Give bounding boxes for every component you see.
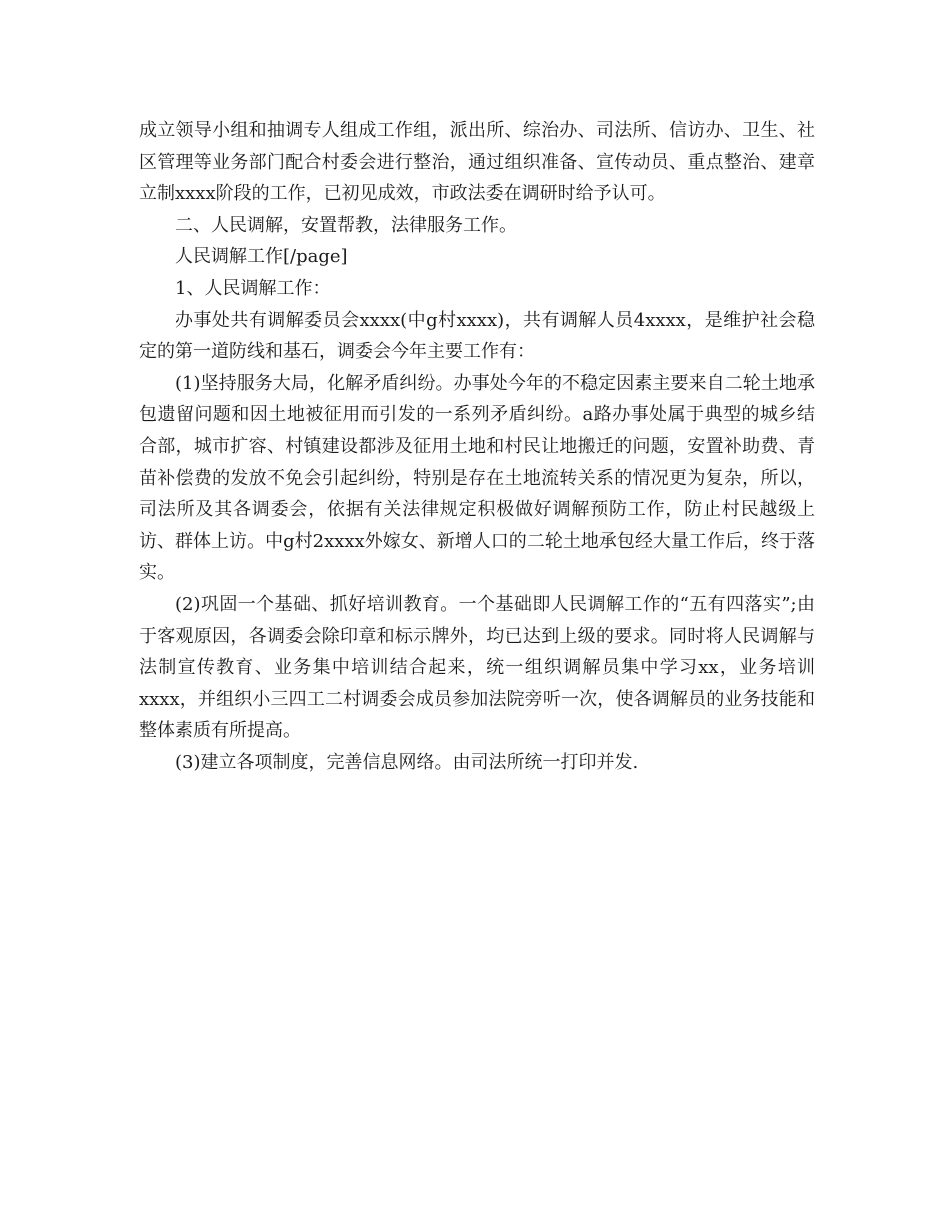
paragraph-8: (3)建立各项制度，完善信息网络。由司法所统一打印并发. bbox=[175, 751, 639, 773]
paragraph-4: 1、人民调解工作： bbox=[175, 277, 331, 299]
paragraph-1: 成立领导小组和抽调专人组成工作组，派出所、综治办、司法所、信访办、卫生、社区管理等业务部门配合村委会进行整治，通过组织准备、宣传动员、重点整治、建章立制xxxx阶段的工作，已初见成效，市政法委在调研时给予认可。 bbox=[139, 120, 815, 205]
paragraph-7: (2)巩固一个基础、抓好培训教育。一个基础即人民调解工作的“五有四落实”;由于客观原因，各调委会除印章和标示牌外，均已达到上级的要求。同时将人民调解与法制宣传教育、业务集中培训结合起来，统一组织调解员集中学习xx，业务培训xxxx，并组织小三四工二村调委会成员参加法院旁听一次，使各调解员的业务技能和整体素质有所提高。 bbox=[139, 593, 815, 742]
paragraph-5: 办事处共有调解委员会xxxx(中g村xxxx)，共有调解人员4xxxx，是维护社会稳定的第一道防线和基石，调委会今年主要工作有： bbox=[139, 309, 815, 363]
paragraph-3: 人民调解工作[/page] bbox=[175, 246, 348, 268]
document-body bbox=[139, 115, 815, 778]
paragraph-6: (1)坚持服务大局，化解矛盾纠纷。办事处今年的不稳定因素主要来自二轮土地承包遗留问题和因土地被征用而引发的一系列矛盾纠纷。a路办事处属于典型的城乡结合部，城市扩容、村镇建设都涉及征用土地和村民让地搬迁的问题，安置补助费、青苗补偿费的发放不免会引起纠纷，特别是存在土地流转关系的情况更为复杂，所以，司法所及其各调委会，依据有关法律规定积极做好调解预防工作，防止村民越级上访、群体上访。中g村2xxxx外嫁女、新增人口的二轮土地承包经大量工作后，终于落实。 bbox=[139, 372, 815, 584]
paragraph-2: 二、人民调解，安置帮教，法律服务工作。 bbox=[175, 214, 517, 236]
